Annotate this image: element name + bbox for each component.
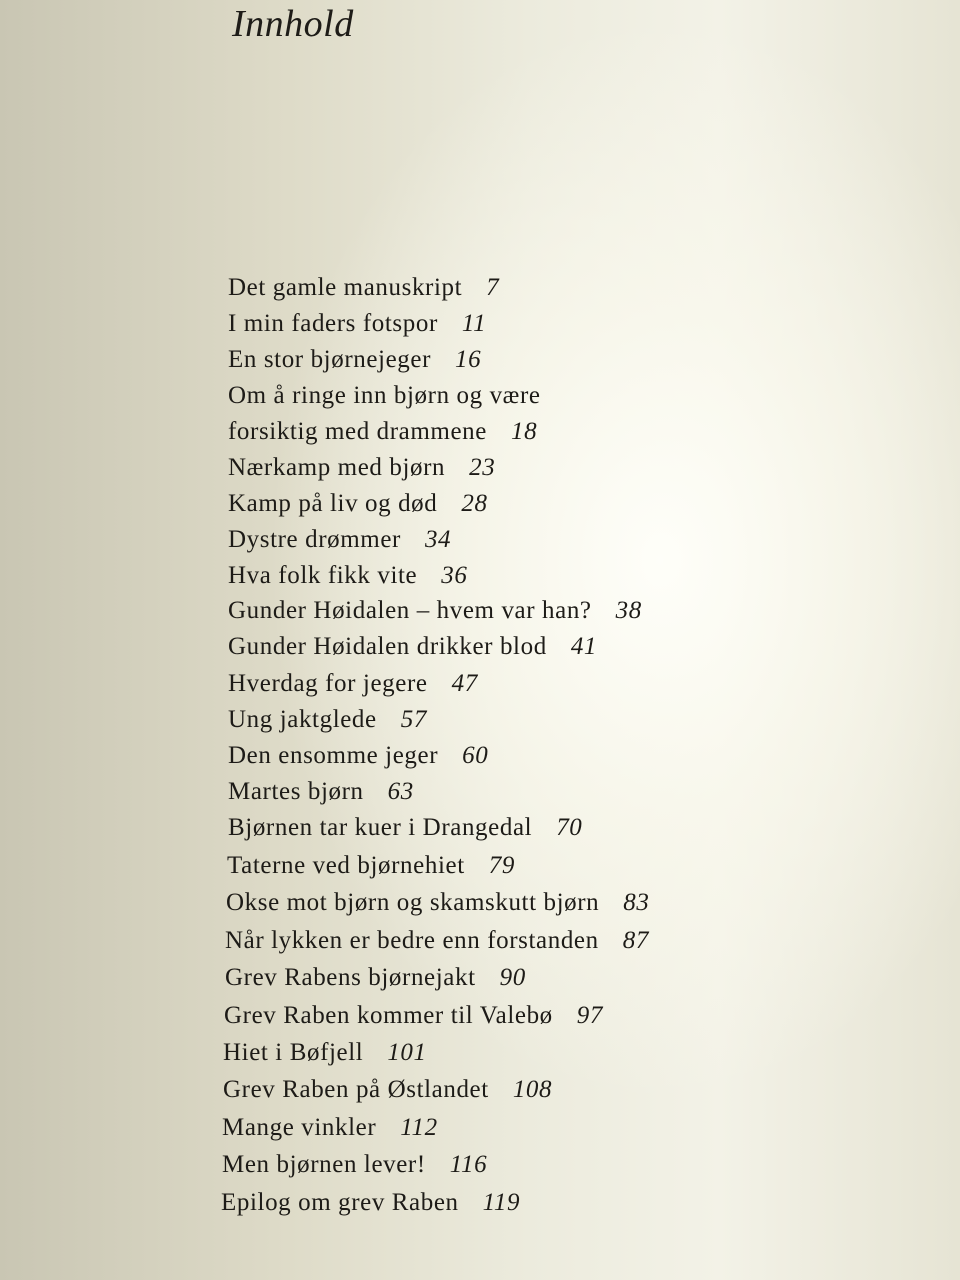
toc-entry-title: I min faders fotspor (228, 310, 438, 337)
toc-entry (223, 1072, 552, 1108)
toc-entry (228, 342, 481, 378)
toc-entry-title: Grev Raben kommer til Valebø (224, 1002, 553, 1029)
toc-entry-page: 38 (615, 597, 642, 624)
toc-entry-title: Grev Raben på Østlandet (223, 1076, 489, 1103)
toc-entry-title: En stor bjørnejeger (228, 346, 432, 373)
toc-entry-page: 70 (556, 814, 583, 841)
toc-entry-page: 28 (461, 490, 488, 517)
toc-entry-page: 36 (441, 562, 468, 589)
toc-entry-page: 83 (623, 889, 650, 916)
toc-entry-title: Nærkamp med bjørn (228, 454, 446, 481)
toc-entry (228, 270, 499, 306)
toc-entry-title: Epilog om grev Raben (221, 1189, 459, 1216)
toc-entry-title-line1: Om å ringe inn bjørn og være (228, 382, 541, 409)
toc-entry-page: 116 (449, 1151, 488, 1178)
toc-entry-page: 112 (400, 1114, 438, 1141)
toc-entry-page: 34 (424, 526, 452, 553)
page-title: Innhold (232, 3, 354, 45)
toc-entry-page: 11 (461, 310, 487, 337)
toc-entry-page: 63 (387, 778, 414, 805)
toc-entry-title: Bjørnen tar kuer i Drangedal (228, 814, 533, 841)
toc-entry (228, 629, 597, 665)
toc-entry-title: Mange vinkler (222, 1114, 377, 1141)
toc-entry-page: 47 (451, 670, 478, 697)
toc-entry-title: Martes bjørn (228, 778, 364, 805)
toc-entry-page: 90 (499, 964, 526, 991)
toc-entry (228, 306, 486, 342)
toc-entry-title: Okse mot bjørn og skamskutt bjørn (226, 889, 600, 916)
toc-entry (222, 1147, 487, 1183)
toc-entry (228, 738, 488, 774)
toc-entry-page: 18 (510, 418, 538, 445)
toc-entry (228, 666, 478, 702)
toc-entry-title: Den ensomme jeger (228, 742, 439, 769)
toc-entry-page: 79 (488, 852, 515, 879)
toc-entry-page: 119 (482, 1189, 521, 1216)
toc-entry (228, 702, 427, 738)
toc-entry (224, 998, 603, 1034)
toc-entry (228, 593, 642, 629)
toc-entry (228, 522, 451, 558)
toc-entry-title: Grev Rabens bjørnejakt (225, 964, 476, 991)
toc-entry-title: Hiet i Bøfjell (223, 1039, 364, 1066)
toc-entry (221, 1185, 520, 1221)
toc-entry (228, 558, 467, 594)
toc-entry-page: 97 (576, 1002, 603, 1029)
toc-entry-title: Gunder Høidalen drikker blod (228, 633, 547, 660)
toc-entry-title: Men bjørnen lever! (222, 1151, 426, 1178)
toc-entry-title: Når lykken er bedre enn forstanden (225, 927, 599, 954)
toc-entry-page: 57 (400, 706, 427, 733)
toc-entry-page: 16 (455, 346, 482, 373)
toc-entry-title: Kamp på liv og død (228, 490, 438, 517)
toc-entry-page: 7 (486, 274, 500, 301)
toc-entry-title: Hva folk fikk vite (228, 562, 418, 589)
toc-entry (225, 923, 649, 959)
toc-entry-page: 23 (469, 454, 496, 481)
toc-entry-title: forsiktig med drammene (228, 418, 487, 445)
toc-entry-title: Ung jaktglede (228, 706, 377, 733)
toc-entry-page: 108 (512, 1076, 553, 1103)
toc-entry (223, 1035, 427, 1071)
toc-entry-title: Dystre drømmer (228, 526, 401, 553)
toc-entry-title: Gunder Høidalen – hvem var han? (228, 597, 592, 624)
toc-entry (228, 450, 495, 486)
toc-entry (228, 810, 582, 846)
toc-entry (228, 378, 541, 450)
toc-entry (225, 960, 526, 996)
toc-entry-page: 60 (462, 742, 489, 769)
toc-entry (227, 848, 515, 884)
toc-entry (226, 885, 649, 921)
toc-entry-page: 87 (622, 927, 649, 954)
toc-entry-page: 101 (387, 1039, 427, 1066)
toc-entry-page: 41 (570, 633, 598, 660)
toc-entry (222, 1110, 438, 1146)
toc-entry-title: Det gamle manuskript (228, 274, 463, 301)
toc-entry (228, 774, 414, 810)
toc-entry (228, 486, 488, 522)
toc-entry-title: Taterne ved bjørnehiet (227, 852, 465, 879)
toc-entry-title: Hverdag for jegere (228, 670, 428, 697)
